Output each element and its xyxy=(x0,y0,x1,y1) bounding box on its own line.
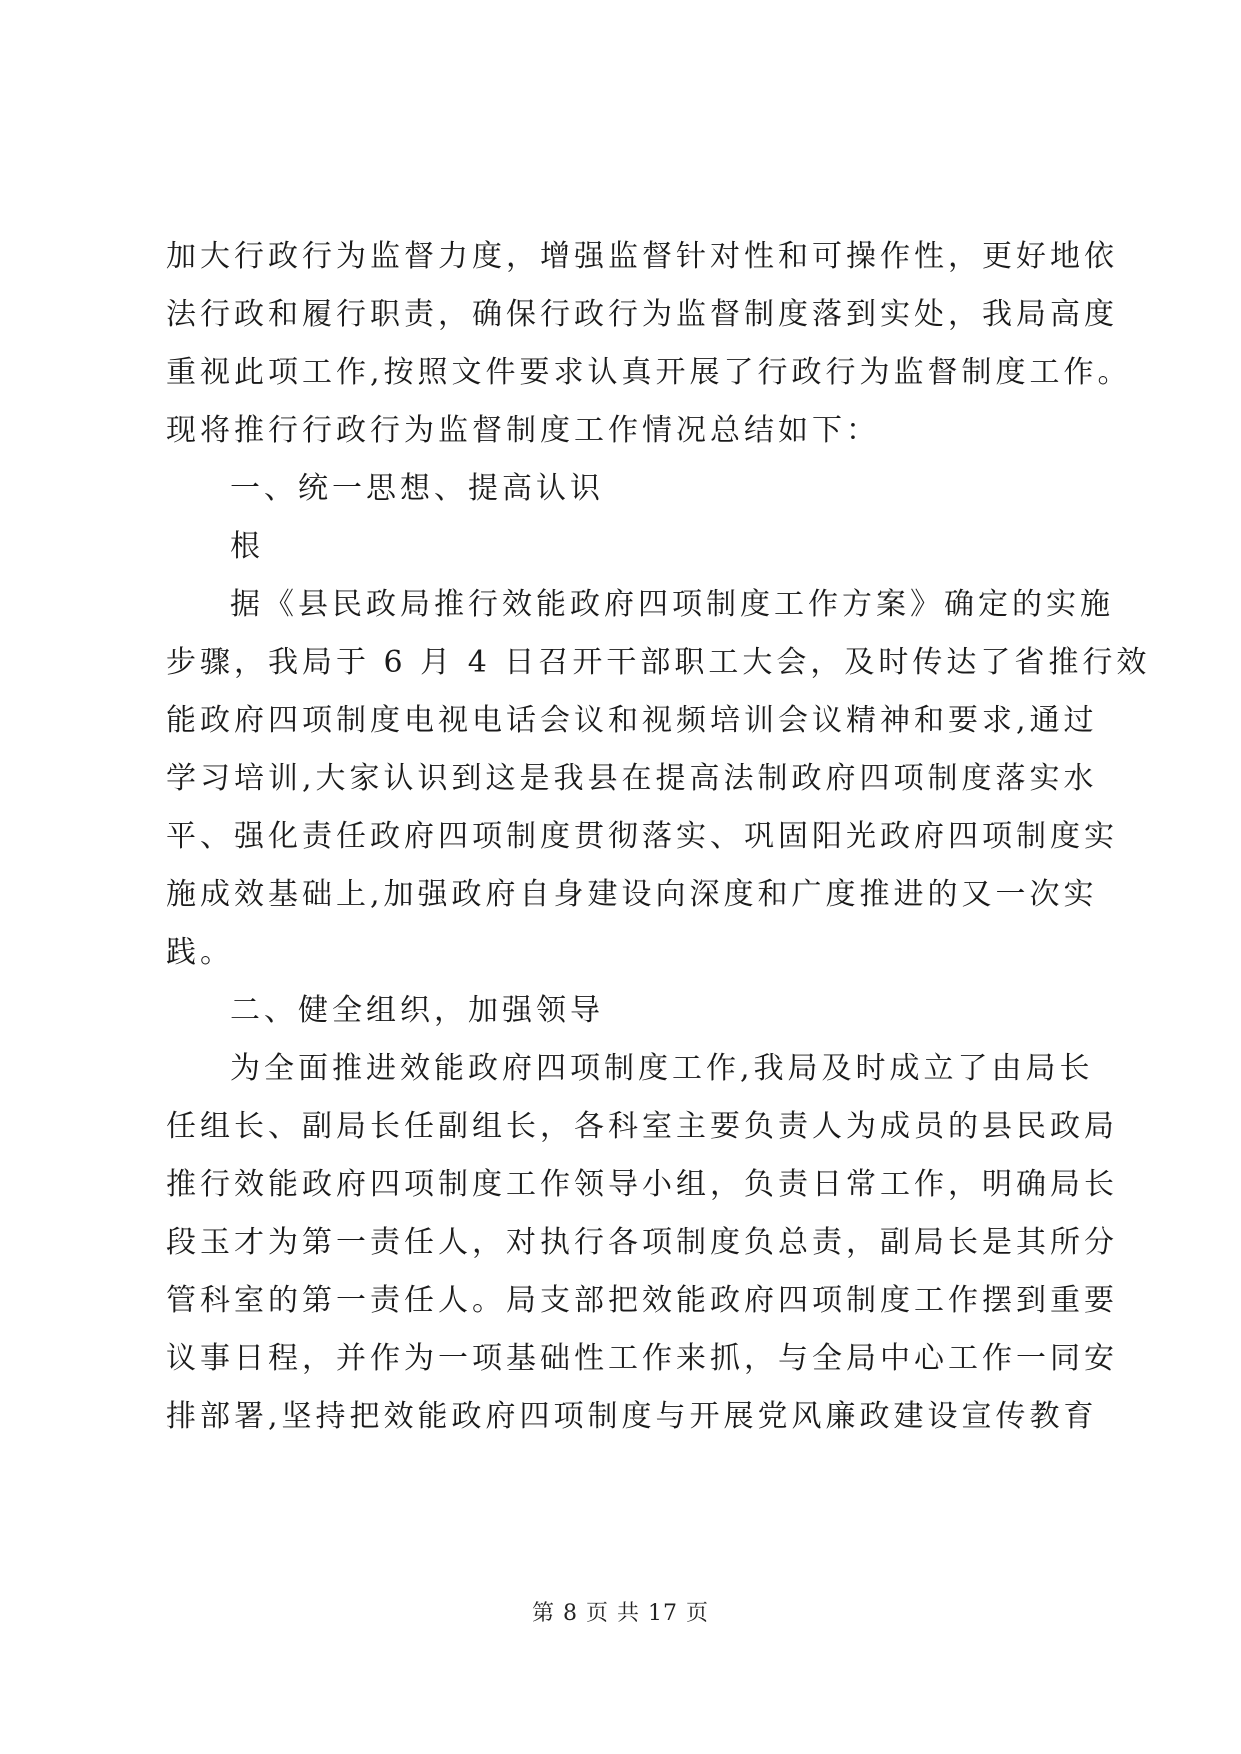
text-line: 段玉才为第一责任人，对执行各项制度负总责，副局长是其所分 xyxy=(166,1225,1118,1260)
text-line: 议事日程，并作为一项基础性工作来抓，与全局中心工作一同安 xyxy=(166,1341,1118,1376)
text-line: 步骤，我局于 6 月 4 日召开干部职工大会，及时传达了省推行效 xyxy=(166,645,1151,680)
text-line: 践。 xyxy=(166,935,234,970)
text-line: 法行政和履行职责，确保行政行为监督制度落到实处，我局高度 xyxy=(166,297,1118,332)
text-line: 管科室的第一责任人。局支部把效能政府四项制度工作摆到重要 xyxy=(166,1283,1118,1318)
text-line: 任组长、副局长任副组长，各科室主要负责人为成员的县民政局 xyxy=(166,1109,1118,1144)
text-line: 平、强化责任政府四项制度贯彻落实、巩固阳光政府四项制度实 xyxy=(166,819,1118,854)
text-line: 加大行政行为监督力度，增强监督针对性和可操作性，更好地依 xyxy=(166,239,1118,274)
text-line: 施成效基础上,加强政府自身建设向深度和广度推进的又一次实 xyxy=(166,877,1098,912)
page-footer xyxy=(0,1596,1241,1627)
text-line: 排部署,坚持把效能政府四项制度与开展党风廉政建设宣传教育 xyxy=(166,1399,1098,1434)
text-line: 学习培训,大家认识到这是我县在提高法制政府四项制度落实水 xyxy=(166,761,1098,796)
section-heading-1: 一、统一思想、提高认识 xyxy=(230,471,604,506)
text-line: 能政府四项制度电视电话会议和视频培训会议精神和要求,通过 xyxy=(166,703,1098,738)
section-heading-2: 二、健全组织，加强领导 xyxy=(230,993,604,1028)
text-line: 现将推行行政行为监督制度工作情况总结如下： xyxy=(166,413,880,448)
text-line: 根 xyxy=(230,529,264,564)
text-line: 为全面推进效能政府四项制度工作,我局及时成立了由局长 xyxy=(230,1051,1094,1086)
page-number-label: 第 8 页 共 17 页 xyxy=(532,1601,709,1626)
document-body xyxy=(166,228,1151,1446)
text-line: 据《县民政局推行效能政府四项制度工作方案》确定的实施 xyxy=(230,587,1114,622)
text-line: 重视此项工作,按照文件要求认真开展了行政行为监督制度工作。 xyxy=(166,355,1132,390)
text-line: 推行效能政府四项制度工作领导小组，负责日常工作，明确局长 xyxy=(166,1167,1118,1202)
